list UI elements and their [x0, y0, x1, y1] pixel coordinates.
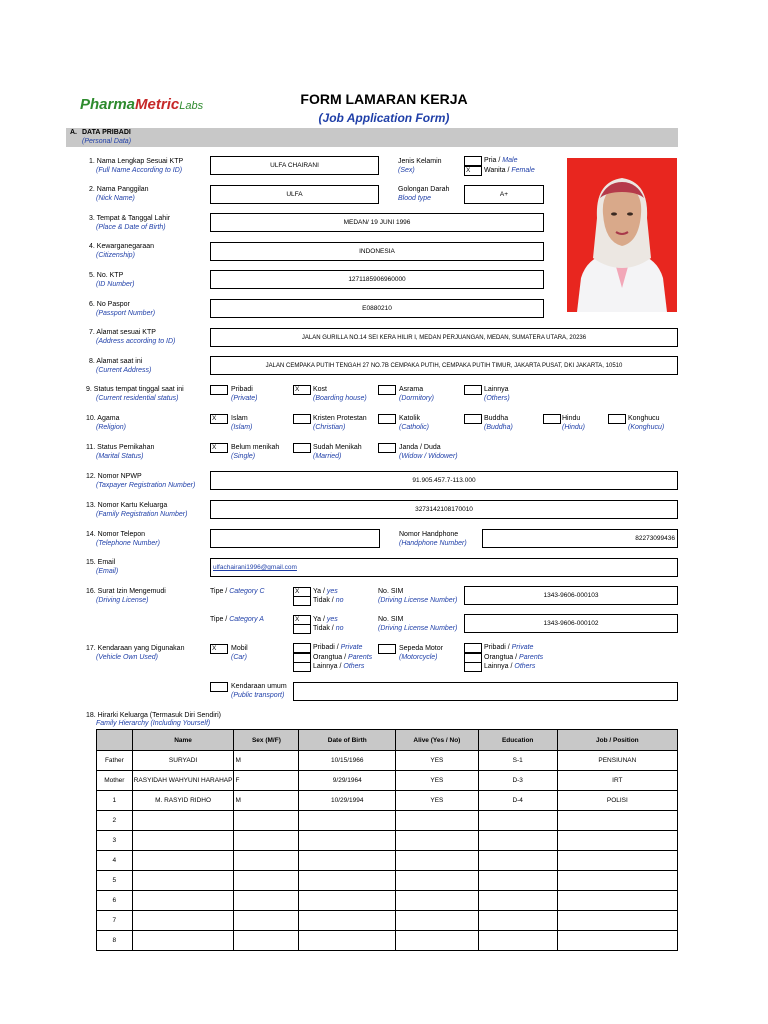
table-cell[interactable] [299, 931, 396, 951]
table-cell[interactable] [234, 891, 299, 911]
residence-dorm-checkbox[interactable] [378, 385, 396, 395]
table-cell[interactable] [557, 851, 677, 871]
section-header-bar [66, 128, 678, 147]
table-cell: 4 [97, 851, 133, 871]
table-cell[interactable] [478, 911, 557, 931]
residence-private-label-en: (Private) [231, 395, 258, 402]
religion-konghucu-checkbox[interactable] [608, 414, 626, 424]
table-cell[interactable] [396, 831, 479, 851]
table-row [97, 771, 678, 791]
table-cell[interactable] [396, 871, 479, 891]
table-cell[interactable] [396, 931, 479, 951]
table-cell[interactable] [478, 871, 557, 891]
religion-label-en: (Religion) [96, 424, 126, 431]
email-field[interactable]: ulfachairani1996@gmail.com [210, 558, 678, 577]
sim-a-field[interactable]: 1343-9606-000102 [464, 614, 678, 633]
sim-c-label: No. SIM [378, 588, 404, 595]
license-a-yes-label: Ya / yes [313, 616, 338, 623]
table-cell[interactable]: F [234, 771, 299, 791]
full-name-label-en: (Full Name According to ID) [96, 167, 183, 174]
gender-male-checkbox[interactable] [464, 156, 482, 166]
vehicle-motorcycle-label-en: (Motorcycle) [399, 654, 438, 661]
nickname-label-en: (Nick Name) [96, 195, 135, 202]
table-cell[interactable]: RASYIDAH WAHYUNI HARAHAP [132, 771, 234, 791]
car-parents-label: Orangtua / Parents [313, 654, 373, 661]
id-number-label-en: (ID Number) [96, 281, 135, 288]
religion-islam-label-en: (Islam) [231, 424, 253, 431]
table-row [97, 751, 678, 771]
residence-boarding-label: Kost [313, 386, 328, 393]
table-cell[interactable] [478, 811, 557, 831]
col-header-job: Job / Position [557, 730, 677, 751]
table-cell[interactable]: YES [396, 791, 479, 811]
passport-label: 6. No Paspor [89, 301, 130, 308]
vehicle-label: 17. Kendaraan yang Digunakan [86, 645, 185, 652]
handphone-label: Nomor Handphone [399, 531, 459, 538]
table-cell[interactable] [234, 911, 299, 931]
table-cell[interactable] [557, 831, 677, 851]
marital-label-en: (Marital Status) [96, 453, 144, 460]
page-title: FORM LAMARAN KERJA [300, 91, 468, 107]
telephone-field[interactable] [210, 529, 380, 548]
email-label-en: (Email) [96, 568, 119, 575]
table-cell[interactable] [557, 891, 677, 911]
table-cell[interactable] [132, 891, 234, 911]
table-cell[interactable] [478, 831, 557, 851]
table-row [97, 891, 678, 911]
id-number-field[interactable]: 1271185906960000 [210, 270, 544, 289]
family-table-header [97, 730, 678, 751]
table-cell[interactable]: YES [396, 751, 479, 771]
blood-type-label-en: Blood type [398, 195, 432, 202]
religion-christian-checkbox[interactable] [293, 414, 311, 424]
table-cell: Father [97, 751, 133, 771]
religion-islam-label: Islam [231, 415, 248, 422]
table-cell[interactable] [299, 891, 396, 911]
table-cell[interactable]: 9/29/1964 [299, 771, 396, 791]
table-cell[interactable]: PENSIUNAN [557, 751, 677, 771]
vehicle-motorcycle-checkbox[interactable] [378, 644, 396, 654]
table-cell[interactable] [132, 851, 234, 871]
gender-label-en: (Sex) [398, 167, 415, 174]
table-cell[interactable] [132, 931, 234, 951]
sim-a-label: No. SIM [378, 616, 404, 623]
table-cell[interactable] [557, 911, 677, 931]
npwp-label: 12. Nomor NPWP [86, 473, 142, 480]
table-cell[interactable]: 10/29/1994 [299, 791, 396, 811]
sim-c-field[interactable]: 1343-9606-000103 [464, 586, 678, 605]
license-c-yes-checkbox[interactable]: X [293, 587, 311, 597]
residence-others-checkbox[interactable] [464, 385, 482, 395]
marital-married-label-en: (Married) [313, 453, 342, 460]
col-header-name: Name [132, 730, 234, 751]
table-cell[interactable] [396, 911, 479, 931]
col-header-relation [97, 730, 133, 751]
passport-field[interactable]: E0880210 [210, 299, 544, 318]
residence-status-label: 9. Status tempat tinggal saat ini [86, 386, 184, 393]
section-title: DATA PRIBADI [82, 129, 131, 136]
license-c-no-checkbox[interactable] [293, 596, 311, 606]
religion-konghucu-label-en: (Konghucu) [628, 424, 665, 431]
motor-parents-label: Orangtua / Parents [484, 654, 544, 661]
table-row [97, 871, 678, 891]
table-cell[interactable] [299, 871, 396, 891]
gender-male-option: Pria / Male [484, 157, 518, 164]
table-cell[interactable]: 10/15/1966 [299, 751, 396, 771]
table-cell[interactable] [478, 931, 557, 951]
telephone-label-en: (Telephone Number) [96, 540, 160, 547]
marital-married-checkbox[interactable] [293, 443, 311, 453]
vehicle-public-checkbox[interactable] [210, 682, 228, 692]
page-subtitle: (Job Application Form) [318, 111, 450, 125]
table-cell[interactable] [132, 831, 234, 851]
residence-others-label-en: (Others) [484, 395, 510, 402]
license-a-no-label: Tidak / no [313, 625, 344, 632]
table-cell[interactable] [557, 871, 677, 891]
table-cell: 6 [97, 891, 133, 911]
gender-label: Jenis Kelamin [398, 158, 442, 165]
table-cell[interactable]: SURYADI [132, 751, 234, 771]
license-c-yes-label: Ya / yes [313, 588, 338, 595]
religion-hindu-label-en: (Hindu) [562, 424, 585, 431]
vehicle-car-label-en: (Car) [231, 654, 247, 661]
passport-label-en: (Passport Number) [96, 310, 156, 317]
residence-dorm-label: Asrama [399, 386, 424, 393]
residence-private-checkbox[interactable] [210, 385, 228, 395]
residence-dorm-label-en: (Dormitory) [399, 395, 434, 402]
religion-catholic-label-en: (Catholic) [399, 424, 429, 431]
table-cell[interactable]: D-4 [478, 791, 557, 811]
license-a-no-checkbox[interactable] [293, 624, 311, 634]
marital-widow-checkbox[interactable] [378, 443, 396, 453]
motor-private-checkbox[interactable] [464, 643, 482, 653]
table-cell[interactable] [396, 851, 479, 871]
table-cell[interactable] [234, 931, 299, 951]
car-private-label: Pribadi / Private [313, 644, 363, 651]
gender-female-option: Wanita / Female [484, 167, 535, 174]
blood-type-label: Golongan Darah [398, 186, 450, 193]
license-c-no-label: Tidak / no [313, 597, 344, 604]
email-label: 15. Email [86, 559, 116, 566]
col-header-sex: Sex (M/F) [234, 730, 299, 751]
religion-christian-label: Kristen Protestan [313, 415, 367, 422]
full-name-label: 1. Nama Lengkap Sesuai KTP [89, 158, 184, 165]
table-row [97, 851, 678, 871]
residence-boarding-checkbox[interactable]: X [293, 385, 311, 395]
table-cell[interactable]: POLISI [557, 791, 677, 811]
full-name-field[interactable]: ULFA CHAIRANI [210, 156, 379, 175]
marital-widow-label-en: (Widow / Widower) [399, 453, 458, 460]
table-cell[interactable]: IRT [557, 771, 677, 791]
sim-a-label-en: (Driving License Number) [378, 625, 458, 632]
driving-license-label: 16. Surat Izin Mengemudi [86, 588, 166, 595]
family-card-label: 13. Nomor Kartu Keluarga [86, 502, 168, 509]
religion-hindu-checkbox[interactable] [543, 414, 561, 424]
citizenship-label-en: (Citizenship) [96, 252, 135, 259]
table-cell: Mother [97, 771, 133, 791]
religion-islam-checkbox[interactable]: X [210, 414, 228, 424]
license-type-a-label: Tipe / Category A [210, 616, 264, 623]
vehicle-public-label-en: (Public transport) [231, 692, 285, 699]
table-cell[interactable] [234, 831, 299, 851]
table-cell: 7 [97, 911, 133, 931]
table-cell[interactable] [396, 891, 479, 911]
table-cell: 3 [97, 831, 133, 851]
family-hierarchy-label-en: Family Hierarchy (Including Yourself) [96, 720, 211, 727]
license-a-yes-checkbox[interactable]: X [293, 615, 311, 625]
table-cell[interactable] [132, 811, 234, 831]
table-cell[interactable] [132, 871, 234, 891]
motor-others-checkbox[interactable] [464, 662, 482, 672]
motor-private-label: Pribadi / Private [484, 644, 534, 651]
citizenship-field[interactable]: INDONESIA [210, 242, 544, 261]
table-cell: 2 [97, 811, 133, 831]
table-cell[interactable] [299, 851, 396, 871]
religion-catholic-label: Katolik [399, 415, 421, 422]
table-cell[interactable] [557, 811, 677, 831]
nickname-label: 2. Nama Panggilan [89, 186, 149, 193]
table-cell[interactable]: M [234, 751, 299, 771]
marital-married-label: Sudah Menikah [313, 444, 362, 451]
company-logo: PharmaMetricLabs [80, 96, 204, 113]
current-address-field[interactable]: JALAN CEMPAKA PUTIH TENGAH 27 NO.7B CEMPAKA PUTIH, CEMPAKA PUTIH TIMUR, JAKARTA PUSAT, DKI JAKARTA, 10510 [210, 356, 678, 375]
blood-type-field[interactable]: A+ [464, 185, 544, 204]
col-header-alive: Alive (Yes / No) [396, 730, 479, 751]
car-others-checkbox[interactable] [293, 662, 311, 672]
id-address-label-en: (Address according to ID) [96, 338, 176, 345]
birth-label: 3. Tempat & Tanggal Lahir [89, 215, 171, 222]
marital-single-checkbox[interactable]: X [210, 443, 228, 453]
telephone-label: 14. Nomor Telepon [86, 531, 146, 538]
section-subtitle: (Personal Data) [82, 138, 132, 145]
table-cell: 1 [97, 791, 133, 811]
table-cell[interactable] [299, 911, 396, 931]
car-others-label: Lainnya / Others [313, 663, 365, 670]
license-type-c-label: Tipe / Category C [210, 588, 265, 595]
religion-label: 10. Agama [86, 415, 120, 422]
car-private-checkbox[interactable] [293, 643, 311, 653]
religion-buddha-checkbox[interactable] [464, 414, 482, 424]
vehicle-car-checkbox[interactable]: X [210, 644, 228, 654]
vehicle-car-label: Mobil [231, 645, 248, 652]
family-card-field[interactable]: 3273142108170010 [210, 500, 678, 519]
vehicle-label-en: (Vehicle Own Used) [96, 654, 158, 661]
table-cell[interactable] [234, 851, 299, 871]
table-cell[interactable] [299, 811, 396, 831]
table-cell[interactable]: YES [396, 771, 479, 791]
table-cell: 8 [97, 931, 133, 951]
residence-others-label: Lainnya [484, 386, 509, 393]
table-cell[interactable]: D-3 [478, 771, 557, 791]
sim-c-label-en: (Driving License Number) [378, 597, 458, 604]
family-table [96, 729, 678, 951]
vehicle-motorcycle-label: Sepeda Motor [399, 645, 443, 652]
religion-catholic-checkbox[interactable] [378, 414, 396, 424]
table-cell[interactable] [396, 811, 479, 831]
family-hierarchy-label: 18. Hirarki Keluarga (Termasuk Diri Sendiri) [86, 712, 221, 719]
vehicle-public-label: Kendaraan umum [231, 683, 287, 690]
family-card-label-en: (Family Registration Number) [96, 511, 188, 518]
religion-christian-label-en: (Christian) [313, 424, 346, 431]
section-letter: A. [70, 129, 77, 136]
religion-hindu-label: Hindu [562, 415, 581, 422]
table-cell[interactable] [132, 911, 234, 931]
marital-widow-label: Janda / Duda [399, 444, 441, 451]
nickname-field[interactable]: ULFA [210, 185, 379, 204]
table-cell[interactable]: M [234, 791, 299, 811]
table-row [97, 911, 678, 931]
table-row [97, 931, 678, 951]
table-cell[interactable] [299, 831, 396, 851]
current-address-label: 8. Alamat saat ini [89, 358, 143, 365]
birth-field[interactable]: MEDAN/ 19 JUNI 1996 [210, 213, 544, 232]
npwp-field[interactable]: 91.905.457.7-113.000 [210, 471, 678, 490]
handphone-field[interactable]: 82273099436 [482, 529, 678, 548]
table-cell[interactable] [557, 931, 677, 951]
current-address-label-en: (Current Address) [96, 367, 152, 374]
table-cell[interactable] [234, 811, 299, 831]
table-row [97, 811, 678, 831]
citizenship-label: 4. Kewarganegaraan [89, 243, 154, 250]
col-header-education: Education [478, 730, 557, 751]
applicant-photo [567, 158, 677, 312]
driving-license-label-en: (Driving License) [96, 597, 149, 604]
table-cell[interactable] [478, 851, 557, 871]
residence-status-label-en: (Current residential status) [96, 395, 179, 402]
marital-label: 11. Status Pernikahan [86, 444, 155, 451]
table-row [97, 791, 678, 811]
religion-konghucu-label: Konghucu [628, 415, 660, 422]
table-cell: 5 [97, 871, 133, 891]
residence-boarding-label-en: (Boarding house) [313, 395, 367, 402]
table-cell[interactable] [478, 891, 557, 911]
table-cell[interactable]: S-1 [478, 751, 557, 771]
table-cell[interactable]: M. RASYID RIDHO [132, 791, 234, 811]
table-cell[interactable] [234, 871, 299, 891]
religion-buddha-label-en: (Buddha) [484, 424, 513, 431]
marital-single-label: Belum menikah [231, 444, 280, 451]
religion-buddha-label: Buddha [484, 415, 509, 422]
marital-single-label-en: (Single) [231, 453, 256, 460]
table-row [97, 831, 678, 851]
id-number-label: 5. No. KTP [89, 272, 124, 279]
motor-others-label: Lainnya / Others [484, 663, 536, 670]
gender-female-checkbox[interactable]: X [464, 166, 482, 176]
id-address-label: 7. Alamat sesuai KTP [89, 329, 156, 336]
npwp-label-en: (Taxpayer Registration Number) [96, 482, 196, 489]
residence-private-label: Pribadi [231, 386, 253, 393]
birth-label-en: (Place & Date of Birth) [96, 224, 166, 231]
handphone-label-en: (Handphone Number) [399, 540, 467, 547]
id-address-field[interactable]: JALAN GURILLA NO.14 SEI KERA HILIR I, MEDAN PERJUANGAN, MEDAN, SUMATERA UTARA, 20236 [210, 328, 678, 347]
public-transport-field[interactable] [293, 682, 678, 701]
col-header-dob: Date of Birth [299, 730, 396, 751]
